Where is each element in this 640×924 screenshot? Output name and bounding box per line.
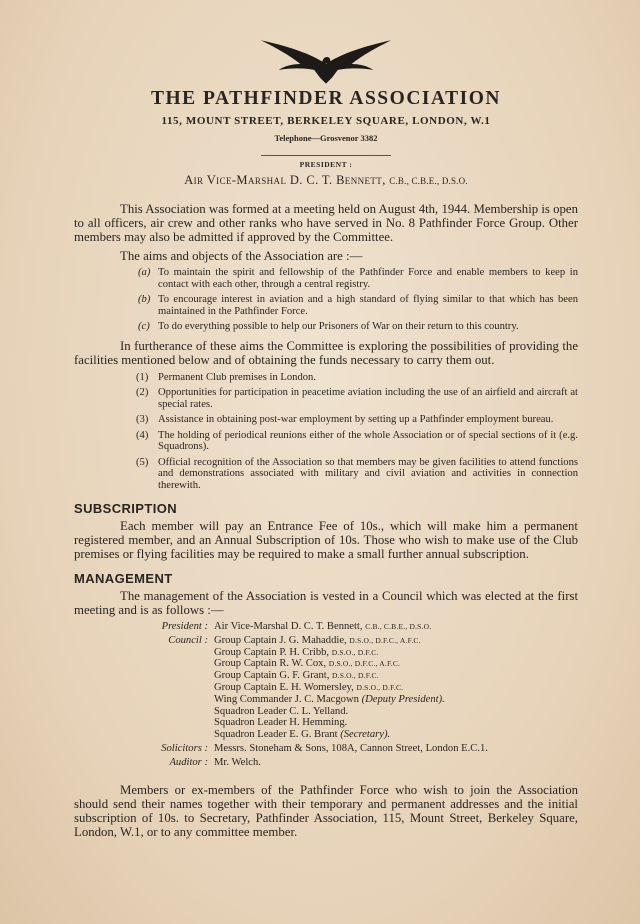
association-title: THE PATHFINDER ASSOCIATION — [151, 88, 501, 109]
intro-paragraph: This Association was formed at a meeting held on August 4th, 1944. Membership is open to all officers, air crew and other ranks who have served in No. 8 Pathfinder Force Group. Other members may also be admitted if approved by the Committee. — [74, 202, 578, 244]
council-member — [214, 647, 578, 659]
member-name: Group Captain J. G. Mahaddie, — [214, 634, 347, 646]
member-name: Group Captain R. W. Cox, — [214, 658, 327, 670]
closing-paragraph: Members or ex-members of the Pathfinder Force who wish to join the Association should send their names together with their temporary and permanent addresses and the initial subscription of 10s. to Secretary, Pathfinder Association, 115, Mount Street, Berkeley Square, London, W.1, or to any committee member. — [74, 782, 578, 839]
council-member — [214, 729, 578, 741]
member-honours: D.S.O., D.F.C., A.F.C. — [349, 635, 421, 645]
solicitors-row — [74, 743, 578, 755]
council-table — [74, 621, 578, 769]
member-honours: D.S.O., D.F.C. — [332, 671, 379, 681]
aim-label: (c) — [138, 321, 150, 332]
aim-label: (b) — [138, 294, 151, 305]
president-label: PRESIDENT : — [299, 160, 353, 169]
aim-text: To do everything possible to help our Prisoners of War on their return to this country. — [158, 321, 519, 332]
facility-item — [74, 387, 578, 410]
facility-item — [74, 372, 578, 384]
member-name: Squadron Leader H. Hemming. — [214, 717, 348, 729]
facility-label: (3) — [136, 414, 149, 425]
member-honours: C.B., C.B.E., D.S.O. — [365, 622, 432, 631]
facility-text: The holding of periodical reunions either of the whole Association or of special sections of it (e.g. Squadrons). — [158, 429, 578, 452]
council-member — [214, 658, 578, 670]
row-label: Auditor : — [169, 756, 208, 768]
row-value: Mr. Welch. — [214, 756, 261, 768]
facility-item — [74, 430, 578, 453]
row-label: President : — [161, 621, 208, 632]
member-role: (Deputy President). — [361, 693, 445, 705]
member-honours: D.S.O., D.F.C. — [356, 682, 404, 692]
member-name: Group Captain P. H. Cribb, — [214, 646, 330, 658]
member-name: Wing Commander J. C. Macgown — [214, 693, 359, 705]
row-label: Solicitors : — [161, 742, 208, 754]
president-row — [74, 621, 578, 633]
council-member — [214, 706, 578, 718]
president-name-text: Air Vice-Marshal D. C. T. Bennett, — [184, 173, 386, 187]
aim-item — [74, 267, 578, 290]
council-member — [214, 682, 578, 694]
council-member — [214, 694, 578, 706]
row-value — [214, 621, 578, 633]
member-name: Air Vice-Marshal D. C. T. Bennett, — [214, 621, 363, 632]
facility-text: Opportunities for participation in peacetime aviation including the use of an airfield and aircraft at special rates. — [158, 387, 578, 410]
member-name: Squadron Leader C. L. Yelland. — [214, 705, 349, 717]
row-label: Council : — [168, 634, 208, 646]
council-member — [214, 670, 578, 682]
association-address: 115, MOUNT STREET, BERKELEY SQUARE, LONDON, W.1 — [161, 115, 491, 127]
aim-text: To encourage interest in aviation and a high standard of flying similar to that which has been maintained in the Pathfinder Force. — [158, 294, 578, 317]
facility-label: (2) — [136, 387, 149, 398]
facility-item — [74, 414, 578, 426]
council-member — [214, 717, 578, 729]
subscription-heading: SUBSCRIPTION — [74, 501, 178, 516]
subscription-paragraph: Each member will pay an Entrance Fee of 10s., which will make him a permanent registered member, and an Annual Subscription of 10s. Those who wish to make use of the Club premises or flying facilities may be required to make a small further annual subscription. — [74, 519, 578, 561]
council-row — [74, 635, 578, 741]
council-members — [214, 635, 578, 741]
facility-label: (5) — [136, 456, 149, 468]
aim-label: (a) — [138, 267, 151, 278]
facility-text: Permanent Club premises in London. — [158, 371, 317, 383]
facility-label: (1) — [136, 371, 149, 383]
facility-label: (4) — [136, 429, 149, 441]
facility-item — [74, 457, 578, 492]
member-name: Group Captain G. F. Grant, — [214, 670, 330, 682]
auditor-row — [74, 757, 578, 769]
row-value: Messrs. Stoneham & Sons, 108A, Cannon Street, London E.C.1. — [214, 742, 488, 754]
president-honours: C.B., C.B.E., D.S.O. — [389, 176, 468, 186]
facilities-list — [74, 372, 578, 492]
member-honours: D.S.O., D.F.C., A.F.C. — [328, 659, 401, 669]
aim-text: To maintain the spirit and fellowship of the Pathfinder Force and enable members to keep in contact with each other, through a central registry. — [158, 267, 578, 290]
member-role: (Secretary). — [340, 729, 391, 741]
member-name: Squadron Leader E. G. Brant — [214, 729, 338, 741]
furtherance-paragraph: In furtherance of these aims the Committee is exploring the possibilities of providing the facilities mentioned below and of obtaining the funds necessary to carry them out. — [74, 338, 578, 367]
member-name: Group Captain E. H. Womersley, — [214, 681, 354, 693]
aims-list — [74, 267, 578, 333]
eagle-wings-emblem-icon — [257, 34, 395, 86]
aim-item — [74, 321, 578, 333]
member-honours: D.S.O., D.F.C. — [331, 647, 379, 657]
facility-text: Official recognition of the Association so that members may be given facilities to attend functions and demonstrations associated with military and civil aviation and activities in connection therewith. — [158, 456, 578, 491]
management-heading: MANAGEMENT — [74, 571, 173, 586]
president-name — [74, 173, 578, 188]
header-divider — [261, 155, 391, 156]
aims-intro: The aims and objects of the Association are :— — [120, 249, 363, 263]
facility-text: Assistance in obtaining post-war employment by setting up a Pathfinder employment bureau. — [158, 414, 554, 425]
telephone-line: Telephone—Grosvenor 3382 — [274, 133, 378, 143]
aim-item — [74, 294, 578, 317]
management-paragraph: The management of the Association is vested in a Council which was elected at the first meeting and is as follows :— — [74, 589, 578, 617]
council-member — [214, 635, 578, 647]
